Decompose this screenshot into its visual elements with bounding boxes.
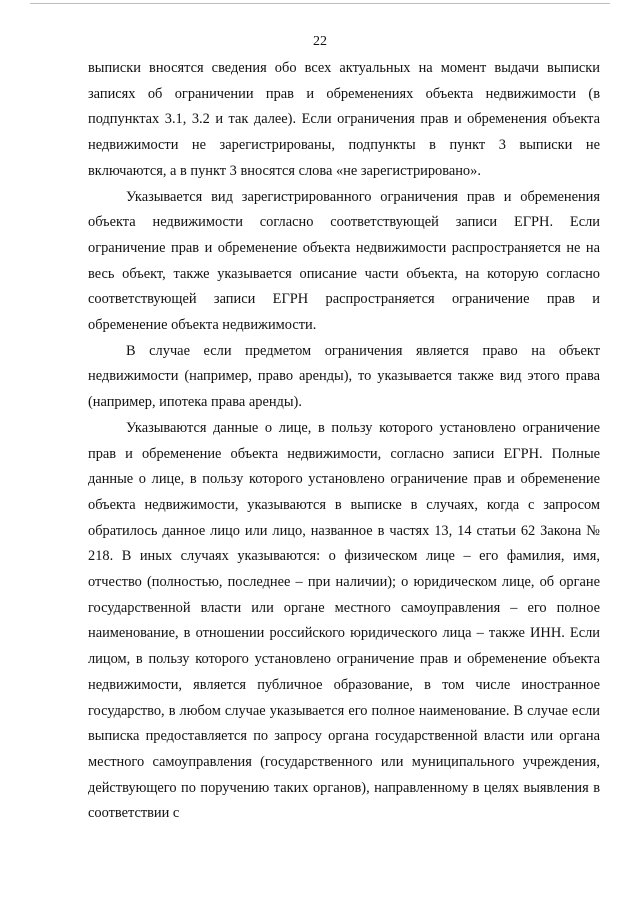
paragraph-restriction-type: Указывается вид зарегистрированного ограничения прав и обременения объекта недвижимости согласно соответствующей записи ЕГРН. Если ограничение прав и обременение объекта недвижимости распространяется не на весь объект, также указывается описание части объекта, на которую согласно соответствующей записи ЕГРН распространяется ограничение прав и обременение объекта недвижимости.: [88, 188, 600, 334]
paragraph-continuation: выписки вносятся сведения обо всех актуальных на момент выдачи выписки записях об ограничении прав и обременениях объекта недвижимости (в подпунктах 3.1, 3.2 и так далее). Если ограничения прав и обременения объекта недвижимости не зарегистрированы, подпункты в пункт 3 выписки не включаются, а в пункт 3 вносятся слова «не зарегистрировано».: [88, 60, 600, 179]
body-text: [88, 56, 600, 827]
page-number: 22: [313, 34, 327, 49]
top-border-line: [30, 3, 610, 4]
paragraph-right-subject: В случае если предметом ограничения является право на объект недвижимости (например, право аренды), то указывается также вид этого права (например, ипотека права аренды).: [88, 342, 600, 411]
paragraph-beneficiary-data: Указываются данные о лице, в пользу которого установлено ограничение прав и обременение объекта недвижимости, согласно записи ЕГРН. Полные данные о лице, в пользу которого установлено ограничение прав и обременение объекта недвижимости, указываются в выписке в случаях, когда с запросом обратилось данное лицо или лицо, названное в частях 13, 14 статьи 62 Закона № 218. В иных случаях указываются: о физическом лице – его фамилия, имя, отчество (полностью, последнее – при наличии); о юридическом лице, об органе государственной власти или органе местного самоуправления – его полное наименование, в отношении российского юридического лица – также ИНН. Если лицом, в пользу которого установлено ограничение прав и обременение объекта недвижимости, является публичное образование, в том числе иностранное государство, в любом случае указывается его полное наименование. В случае если выписка предоставляется по запросу органа государственной власти или органа местного самоуправления (государственного или муниципального учреждения, действующего по поручению таких органов), направленному в целях выявления в соответствии с: [88, 419, 600, 822]
